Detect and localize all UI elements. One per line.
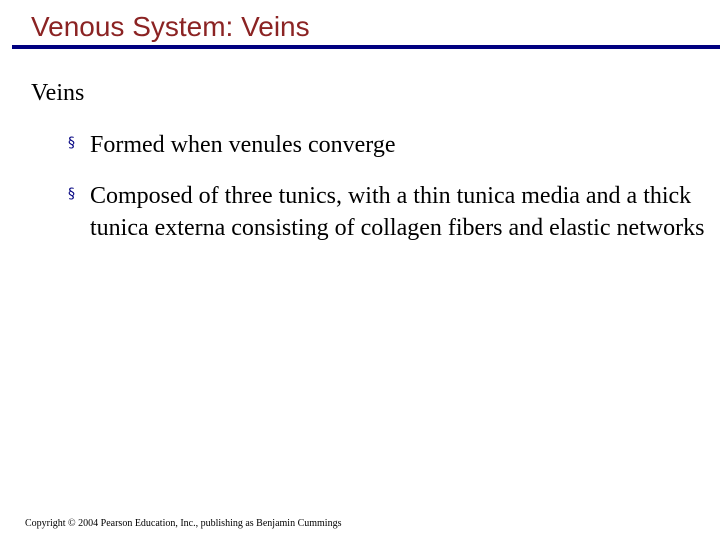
- list-item: [68, 130, 708, 162]
- bullet-text: Formed when venules converge: [90, 132, 396, 158]
- list-item: [68, 181, 708, 244]
- title-divider: [12, 45, 720, 49]
- section-heading: Veins: [31, 80, 85, 106]
- page-title: Venous System: Veins: [31, 11, 310, 42]
- square-bullet-icon: §: [68, 135, 75, 151]
- copyright-footer: Copyright © 2004 Pearson Education, Inc., publishing as Benjamin Cummings: [25, 518, 342, 529]
- square-bullet-icon: §: [68, 186, 75, 202]
- bullet-text: Composed of three tunics, with a thin tunica media and a thick tunica externa consisting of collagen fibers and elastic networks: [90, 183, 705, 241]
